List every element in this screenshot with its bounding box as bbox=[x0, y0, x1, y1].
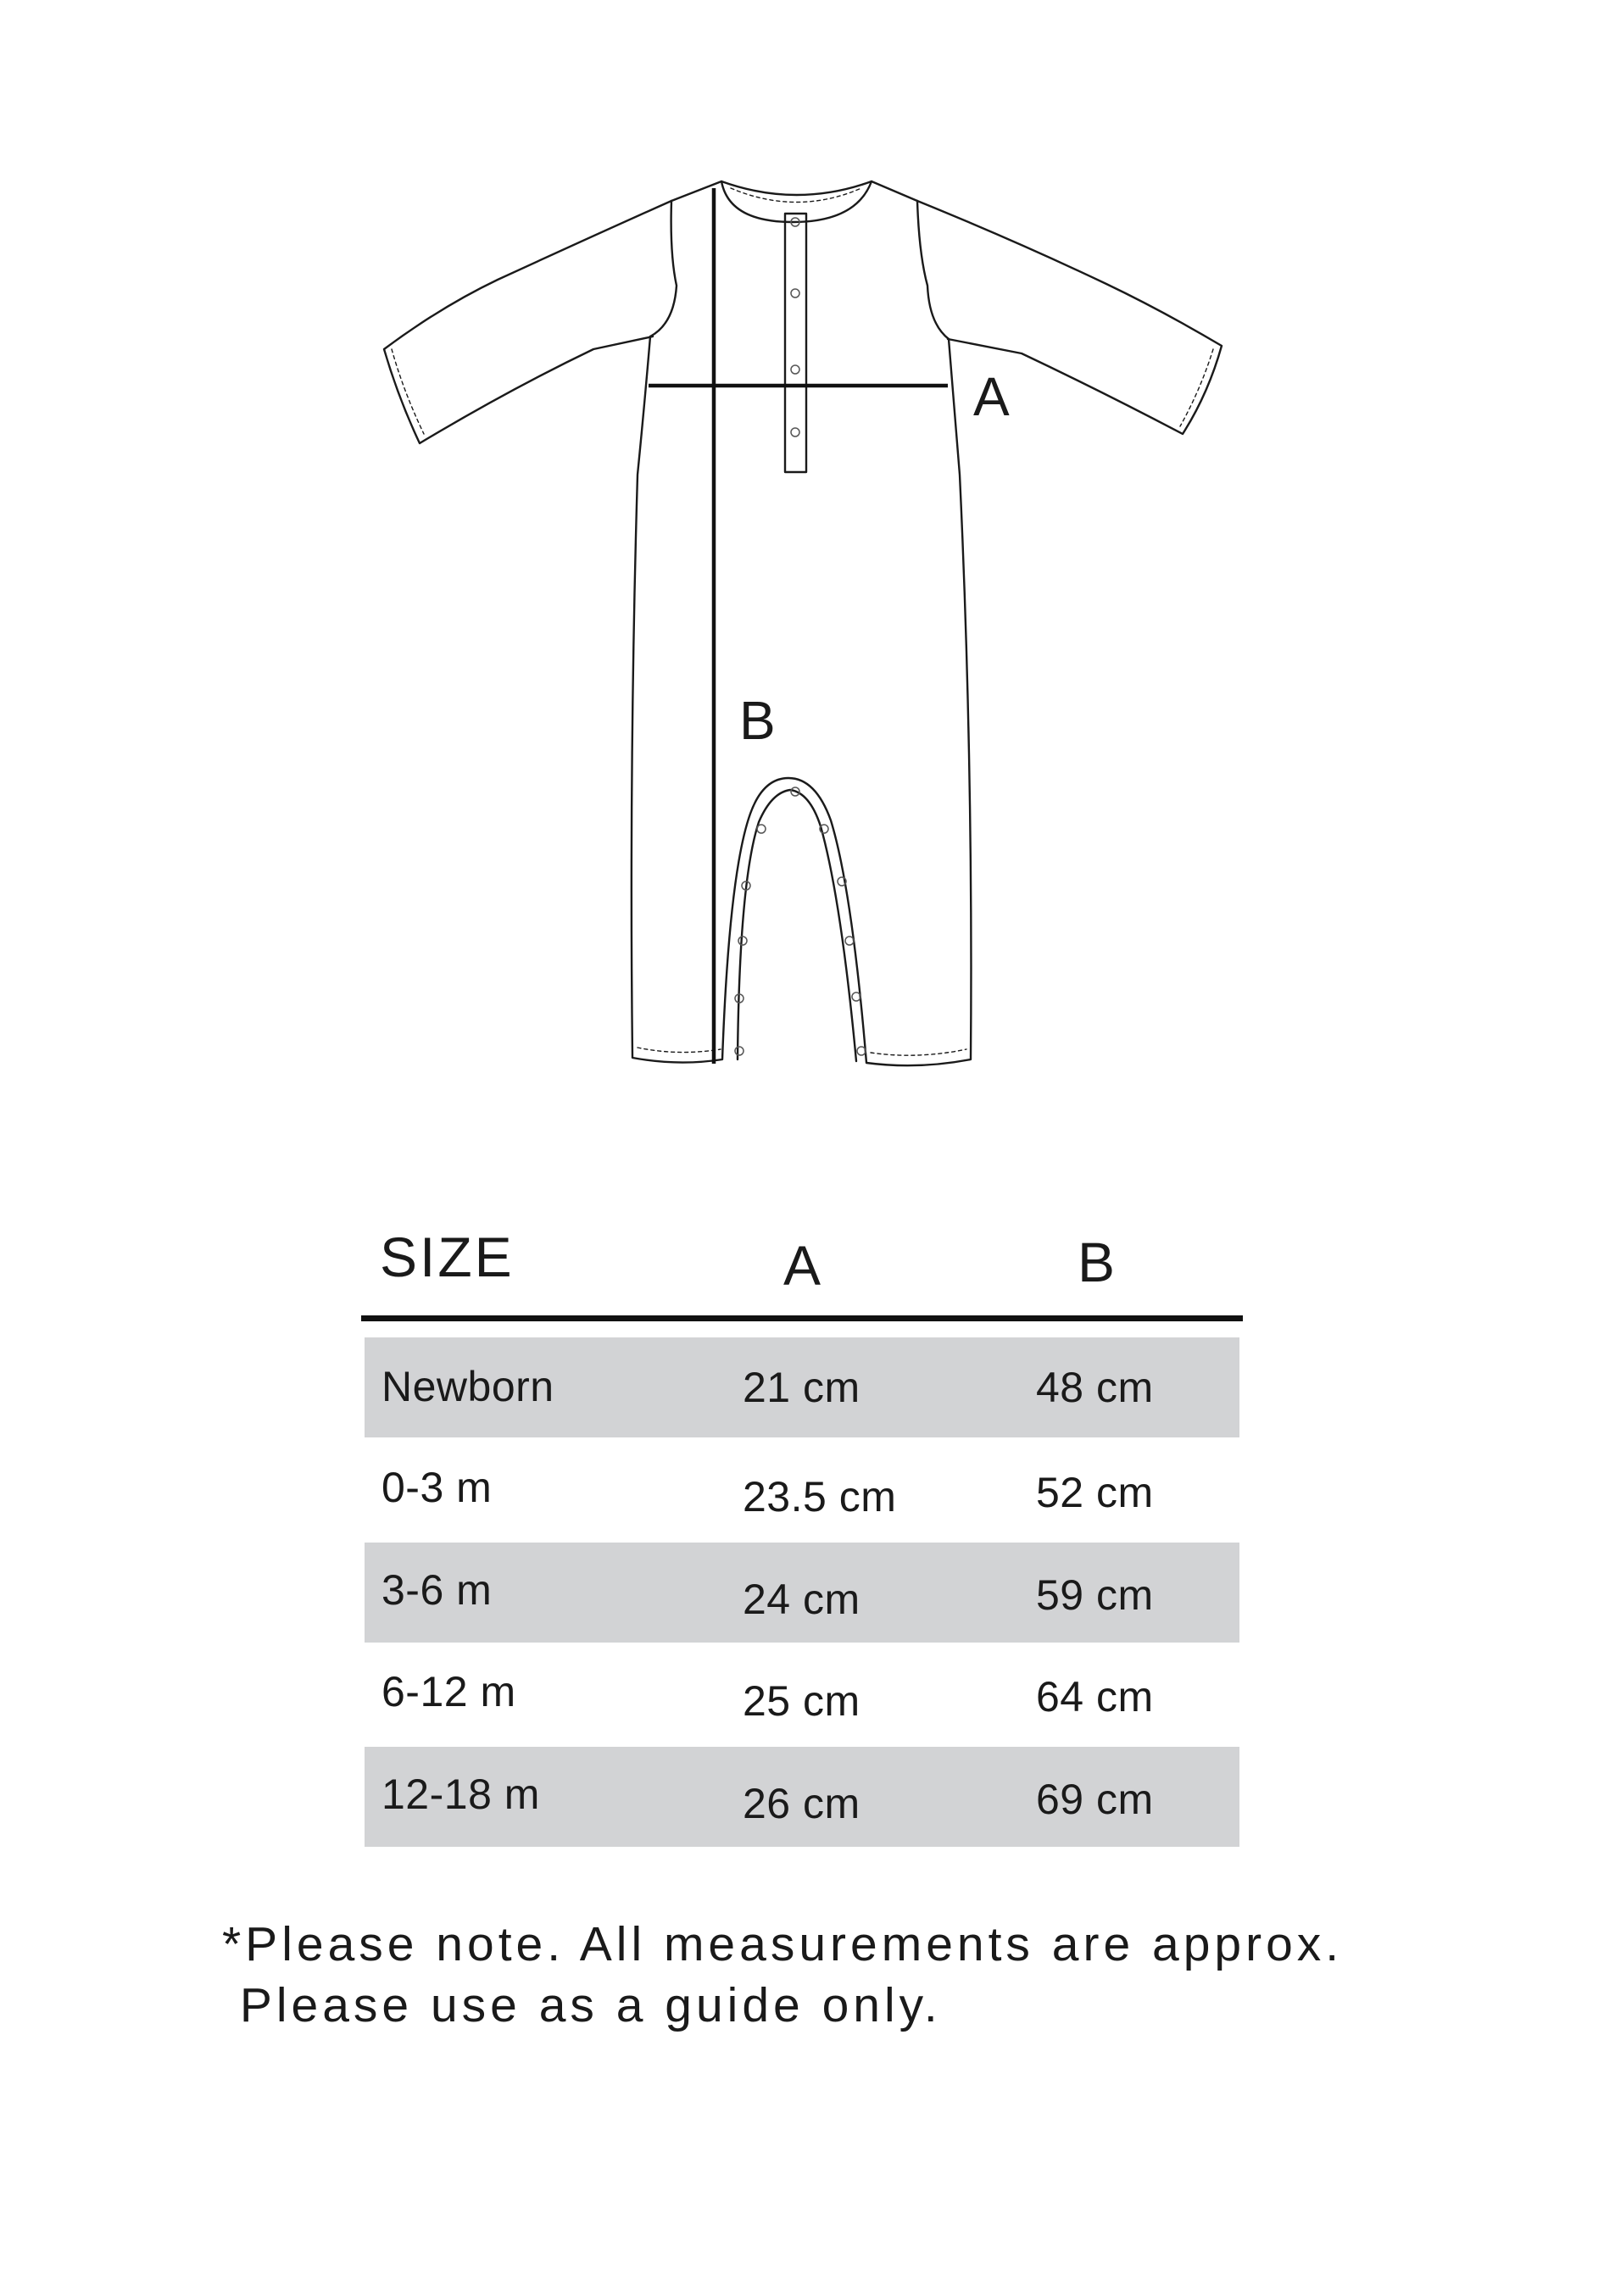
row-value-a: 21 cm bbox=[743, 1364, 860, 1411]
row-value-a: 24 cm bbox=[743, 1576, 860, 1623]
table-row bbox=[365, 1337, 1239, 1437]
body-outline bbox=[632, 336, 972, 1065]
row-size: 0-3 m bbox=[382, 1464, 493, 1511]
placket-snaps bbox=[791, 218, 799, 436]
header-size: SIZE bbox=[380, 1226, 515, 1288]
leg-snaps bbox=[735, 787, 866, 1055]
row-value-b: 69 cm bbox=[1036, 1776, 1154, 1823]
row-size: 3-6 m bbox=[382, 1566, 493, 1614]
measurement-label-b: B bbox=[739, 690, 776, 751]
row-value-b: 64 cm bbox=[1036, 1673, 1154, 1721]
note-line-1: *Please note. All measurements are approx. bbox=[222, 1917, 1344, 1971]
table-row bbox=[365, 1440, 1239, 1540]
row-value-b: 48 cm bbox=[1036, 1364, 1154, 1411]
header-a: A bbox=[783, 1234, 824, 1297]
header-rule bbox=[361, 1315, 1243, 1321]
row-value-a: 25 cm bbox=[743, 1677, 860, 1725]
header-b: B bbox=[1078, 1231, 1118, 1293]
measurement-label-a: A bbox=[973, 366, 1010, 427]
measurement-note bbox=[222, 1914, 1343, 2036]
right-sleeve bbox=[917, 201, 1222, 434]
table-row bbox=[365, 1644, 1239, 1744]
row-value-a: 26 cm bbox=[743, 1780, 860, 1827]
table-row bbox=[365, 1747, 1239, 1847]
row-value-a: 23.5 cm bbox=[743, 1473, 897, 1520]
row-value-b: 52 cm bbox=[1036, 1469, 1154, 1516]
neckline bbox=[671, 181, 917, 201]
row-size: Newborn bbox=[382, 1363, 554, 1410]
romper-diagram bbox=[0, 0, 1604, 1102]
placket bbox=[785, 214, 806, 472]
left-sleeve bbox=[384, 201, 671, 443]
row-size: 6-12 m bbox=[382, 1668, 516, 1715]
table-row bbox=[365, 1543, 1239, 1643]
note-line-2: Please use as a guide only. bbox=[222, 1978, 942, 2032]
row-size: 12-18 m bbox=[382, 1771, 540, 1818]
row-value-b: 59 cm bbox=[1036, 1571, 1154, 1619]
